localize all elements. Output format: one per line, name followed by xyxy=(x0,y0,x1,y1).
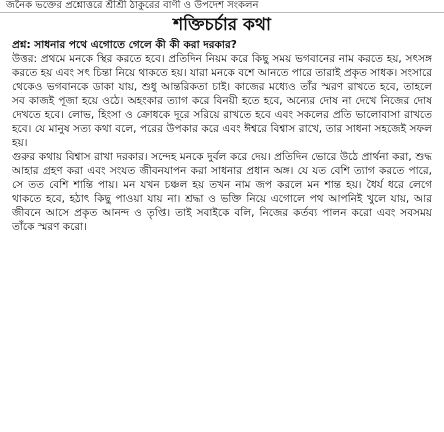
header-strip: জনৈক ভক্তের প্রশ্নোত্তরে শ্রীশ্রী ঠাকুরের বাণী ও উপদেশ সংকলন xyxy=(0,0,444,13)
article-body xyxy=(12,38,432,430)
paragraph: উত্তর: প্রথমে মনকে স্থির করতে হবে। প্রতিদিন নিয়ম করে কিছু সময় ভগবানের নাম করতে হয়, সৎসঙ্গ করতে হয় এবং সৎ চিন্তা নিয়ে থাকতে হয়। যারা মনকে বশে আনতে পারে তারাই প্রকৃত সাধক। সংসারে থেকেও ভগবানকে ডাকা যায়, শুধু আন্তরিকতা চাই। কাজের মধ্যেও তাঁর স্মরণ রাখতে হবে, তাহলে সব কাজই পূজা হয়ে ওঠে। অহংকার ত্যাগ করে বিনয়ী হতে হবে, অন্যের দোষ না দেখে নিজের দোষ দেখতে হবে। লোভ, হিংসা ও ক্রোধকে দূরে সরিয়ে রাখতে হবে এবং সকলের প্রতি ভালোবাসা রাখতে হবে। যে মানুষ সত্য কথা বলে, পরের উপকার করে এবং ঈশ্বরে বিশ্বাস রাখে, তার সাধনা সহজেই সফল হয়। xyxy=(12,53,432,149)
page-title: শক্তিচর্চার কথা xyxy=(173,15,271,35)
paragraph: গুরুর কথায় বিশ্বাস রাখা দরকার। সন্দেহ মনকে দুর্বল করে দেয়। প্রতিদিন ভোরে উঠে প্রার্থনা করা, শুদ্ধ আহার গ্রহণ করা এবং সংযত জীবনযাপন করা সাধনার প্রধান অঙ্গ। যে যত বেশি ত্যাগ করতে পারে, সে তত বেশি শান্তি পায়। মন যখন চঞ্চল হয় তখন নাম জপ করলে মন শান্ত হয়। ধৈর্য ধরে লেগে থাকতে হবে, হঠাৎ কিছু পাওয়া যায় না। শ্রদ্ধা ও ভক্তি নিয়ে এগোলে পথ আপনিই খুলে যায়, আর জীবনে আসে প্রকৃত আনন্দ ও তৃপ্তি। তাই সবাইকে বলি, নিজের কর্তব্য পালন করো এবং সবসময় তাঁকে স্মরণ করো। xyxy=(12,151,432,233)
question-lead: প্রশ্ন: সাধনার পথে এগোতে গেলে কী কী করা দরকার? xyxy=(12,39,237,51)
